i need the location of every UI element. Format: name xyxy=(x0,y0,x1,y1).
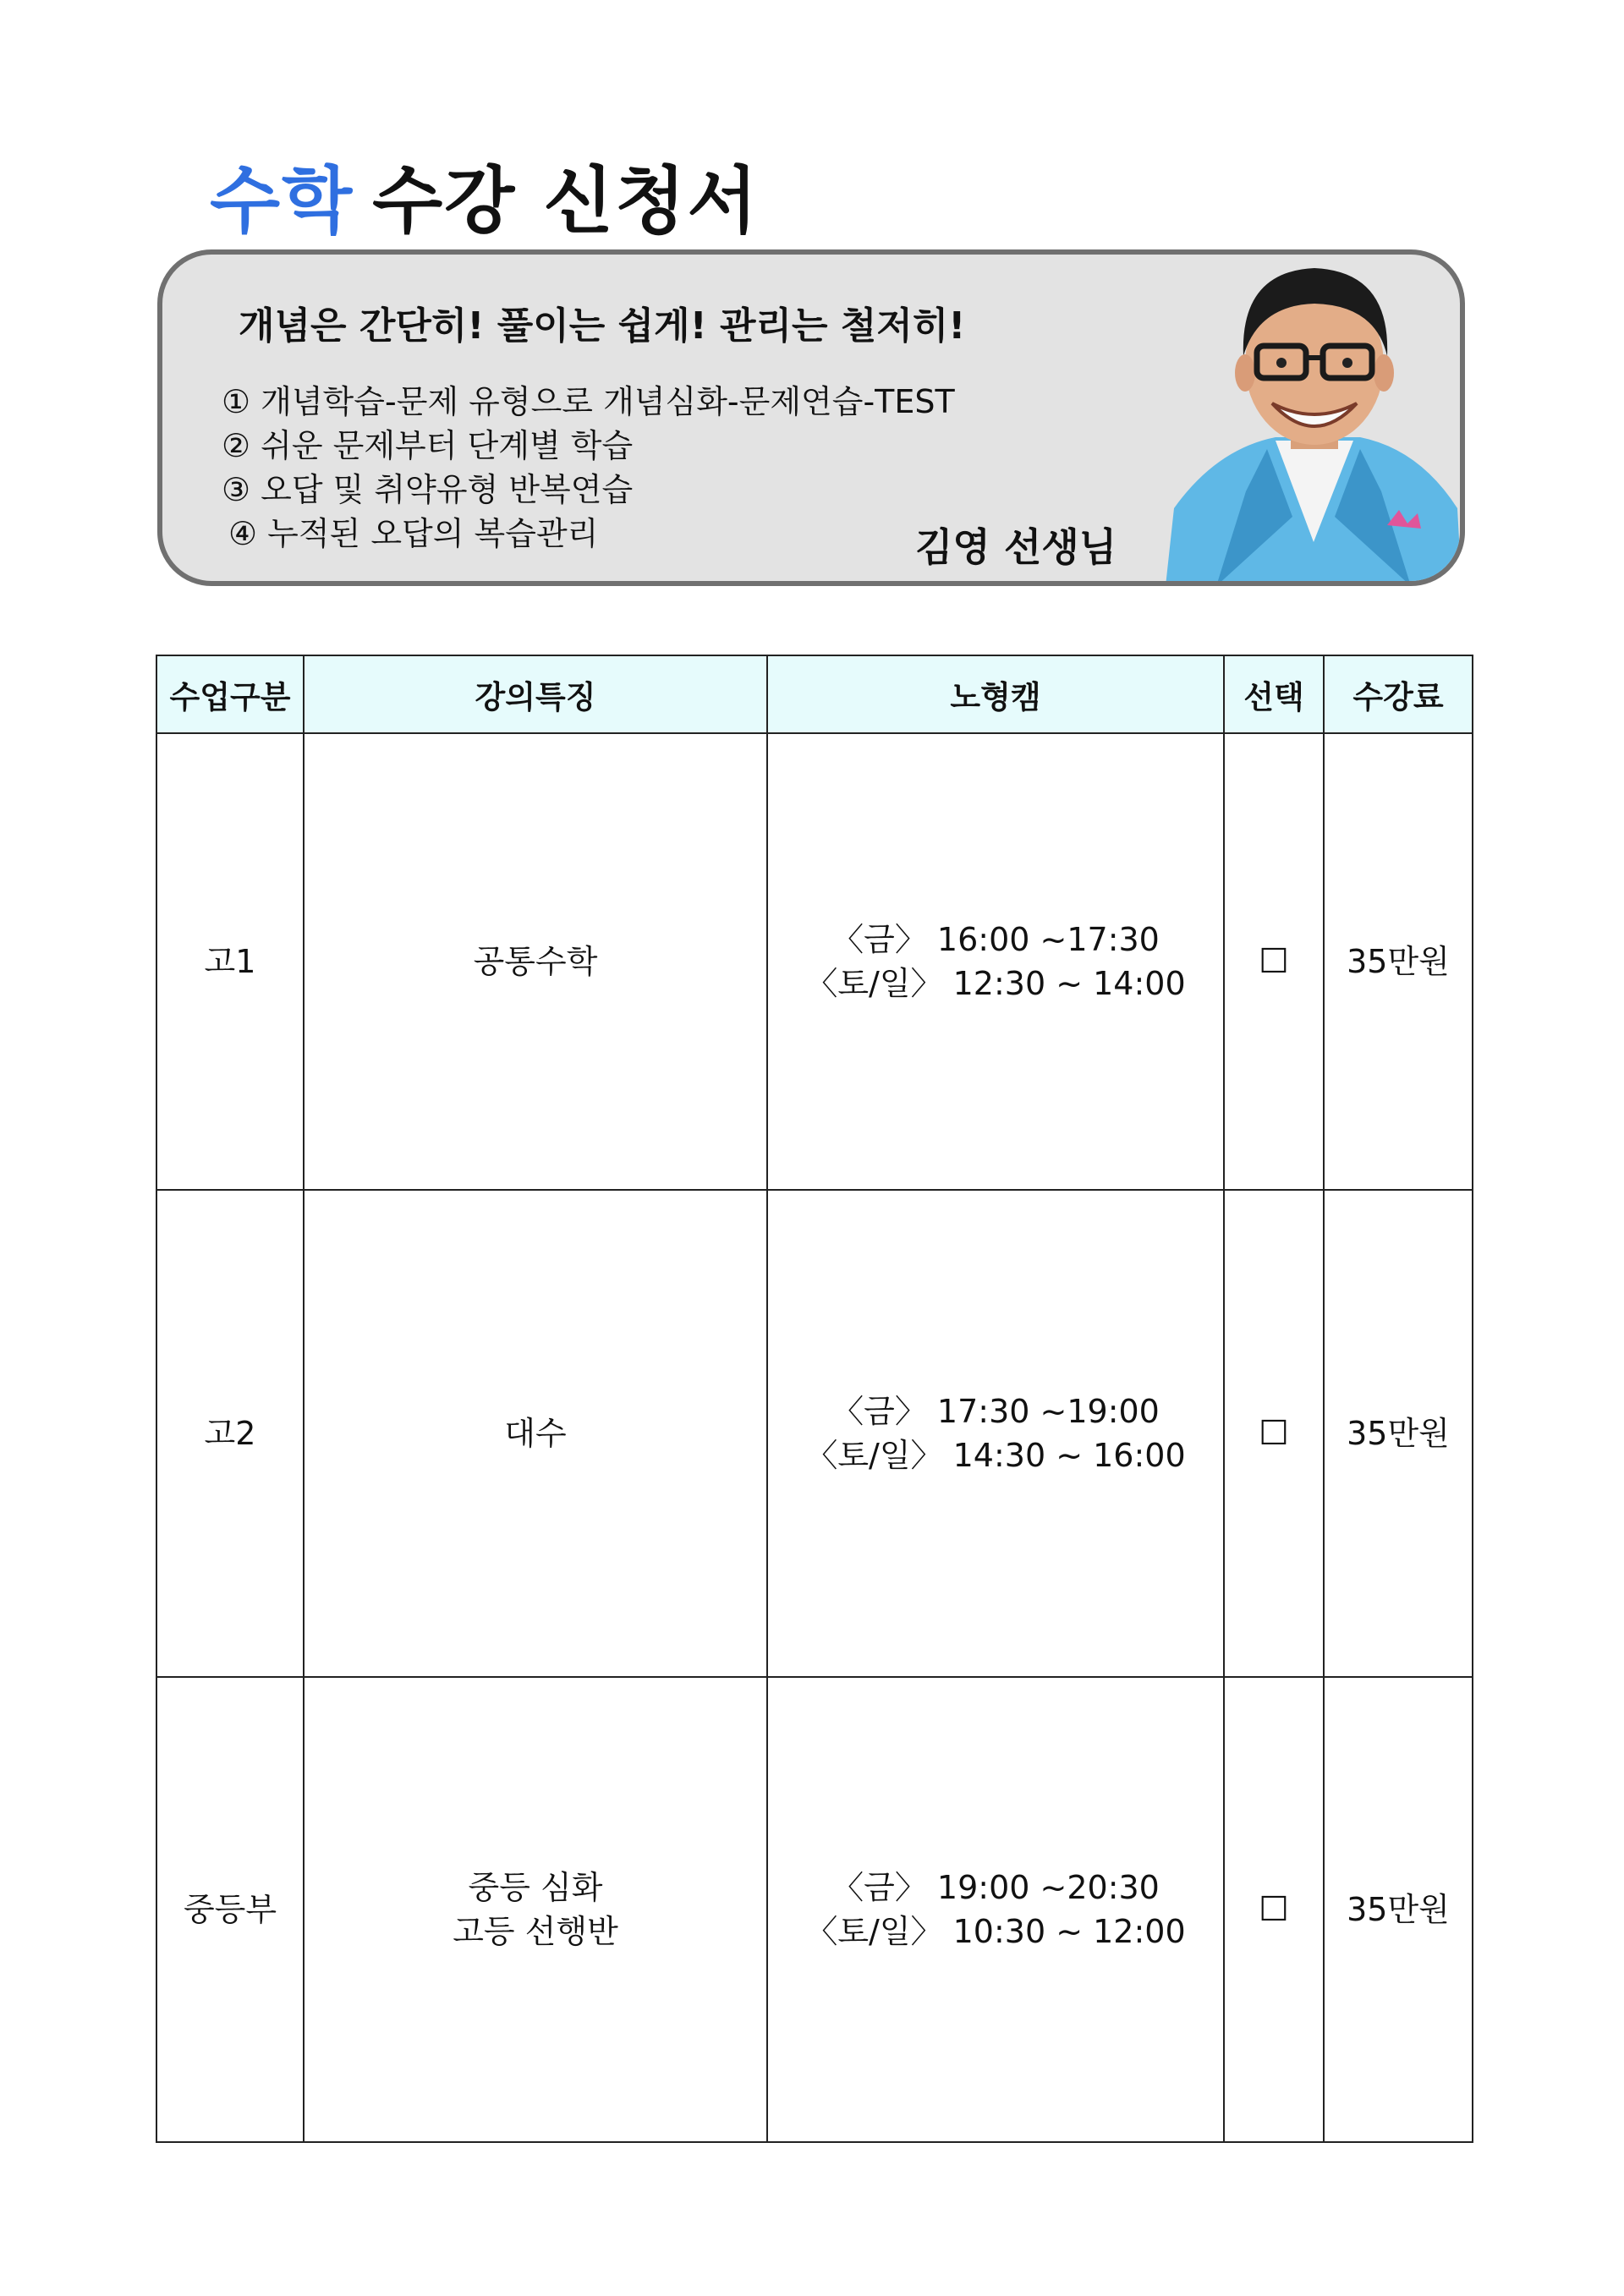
checkbox-icon[interactable]: ☐ xyxy=(1259,1890,1289,1929)
title-text: 수강 신청서 xyxy=(372,159,760,244)
teacher-photo xyxy=(1166,249,1462,586)
grade-cell: 고2 xyxy=(156,1190,304,1677)
select-checkbox[interactable] xyxy=(1224,1190,1324,1677)
schedule-line: 〈금〉 19:00 ~20:30 xyxy=(831,1869,1160,1906)
header-fee: 수강료 xyxy=(1324,655,1473,733)
schedule-table xyxy=(156,655,1473,2143)
feature-item: ③ 오답 및 취약유형 반복연습 xyxy=(222,471,634,508)
grade-cell: 중등부 xyxy=(156,1677,304,2142)
schedule-line: 〈토/일〉 10:30 ~ 12:00 xyxy=(805,1913,1186,1950)
feature-item: ② 쉬운 문제부터 단계별 학습 xyxy=(222,427,634,464)
feature-item: ① 개념학습-문제 유형으로 개념심화-문제연습-TEST xyxy=(222,383,955,420)
feature-line: 공통수학 xyxy=(473,943,598,980)
header-select: 선택 xyxy=(1224,655,1324,733)
feature-cell xyxy=(304,733,767,1190)
checkbox-icon[interactable]: ☐ xyxy=(1259,1414,1289,1453)
schedule-line: 〈금〉 17:30 ~19:00 xyxy=(831,1393,1160,1430)
header-campus-schedule: 노형캠 xyxy=(767,655,1224,733)
fee-cell: 35만원 xyxy=(1324,1190,1473,1677)
schedule-cell xyxy=(767,1677,1224,2142)
schedule-line: 〈토/일〉 12:30 ~ 14:00 xyxy=(805,965,1186,1002)
schedule-line: 〈금〉 16:00 ~17:30 xyxy=(831,921,1160,958)
table-row xyxy=(156,1677,1473,2142)
grade-cell: 고1 xyxy=(156,733,304,1190)
header-class-type: 수업구분 xyxy=(156,655,304,733)
teacher-name: 김영 선생님 xyxy=(915,524,1117,570)
course-intro-box xyxy=(157,249,1465,586)
select-checkbox[interactable] xyxy=(1224,1677,1324,2142)
feature-list xyxy=(222,380,955,556)
schedule-cell xyxy=(767,733,1224,1190)
page-title xyxy=(210,142,759,247)
feature-item: ④ 누적된 오답의 복습관리 xyxy=(228,515,599,552)
schedule-cell xyxy=(767,1190,1224,1677)
feature-line: 고등 선행반 xyxy=(453,1913,618,1950)
feature-cell xyxy=(304,1190,767,1677)
table-row xyxy=(156,733,1473,1190)
select-checkbox[interactable] xyxy=(1224,733,1324,1190)
title-subject: 수학 xyxy=(210,159,354,244)
slogan: 개념은 간단히! 풀이는 쉽게! 관리는 철저히! xyxy=(239,304,966,348)
schedule-line: 〈토/일〉 14:30 ~ 16:00 xyxy=(805,1437,1186,1474)
fee-cell: 35만원 xyxy=(1324,733,1473,1190)
feature-line: 중등 심화 xyxy=(468,1869,603,1906)
header-course-feature: 강의특징 xyxy=(304,655,767,733)
feature-line: 대수 xyxy=(504,1415,567,1452)
checkbox-icon[interactable]: ☐ xyxy=(1259,942,1289,981)
fee-cell: 35만원 xyxy=(1324,1677,1473,2142)
feature-cell xyxy=(304,1677,767,2142)
table-row xyxy=(156,1190,1473,1677)
